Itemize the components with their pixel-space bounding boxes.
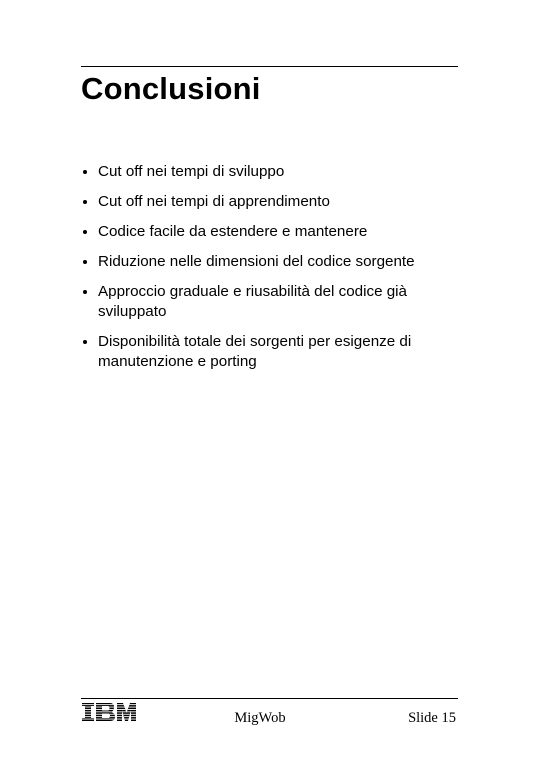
bullet-dot-icon	[83, 230, 87, 234]
bullet-dot-icon	[83, 170, 87, 174]
bullet-text: Codice facile da estendere e mantenere	[98, 223, 368, 240]
footer-project-name: MigWob	[234, 710, 286, 726]
bullet-item	[81, 222, 461, 242]
ibm-logo-icon	[81, 702, 137, 722]
bullet-text: Cut off nei tempi di sviluppo	[98, 163, 285, 180]
bullet-text: Approccio graduale e riusabilità del codice già sviluppato	[98, 283, 408, 320]
bullet-text: Disponibilità totale dei sorgenti per esigenze di manutenzione e porting	[98, 333, 412, 370]
bullet-dot-icon	[83, 340, 87, 344]
bullet-item	[81, 252, 461, 272]
bullet-list	[81, 162, 461, 382]
bullet-item	[81, 192, 461, 212]
slide-title: Conclusioni	[81, 71, 261, 106]
bullet-dot-icon	[83, 200, 87, 204]
bullet-item	[81, 162, 461, 182]
footer-rule	[81, 698, 458, 699]
bullet-item	[81, 282, 461, 322]
title-rule	[81, 66, 458, 67]
bullet-dot-icon	[83, 260, 87, 264]
bullet-item	[81, 332, 461, 372]
bullet-text: Cut off nei tempi di apprendimento	[98, 193, 330, 210]
slide-number: Slide 15	[408, 710, 456, 726]
bullet-dot-icon	[83, 290, 87, 294]
bullet-text: Riduzione nelle dimensioni del codice sorgente	[98, 253, 415, 270]
